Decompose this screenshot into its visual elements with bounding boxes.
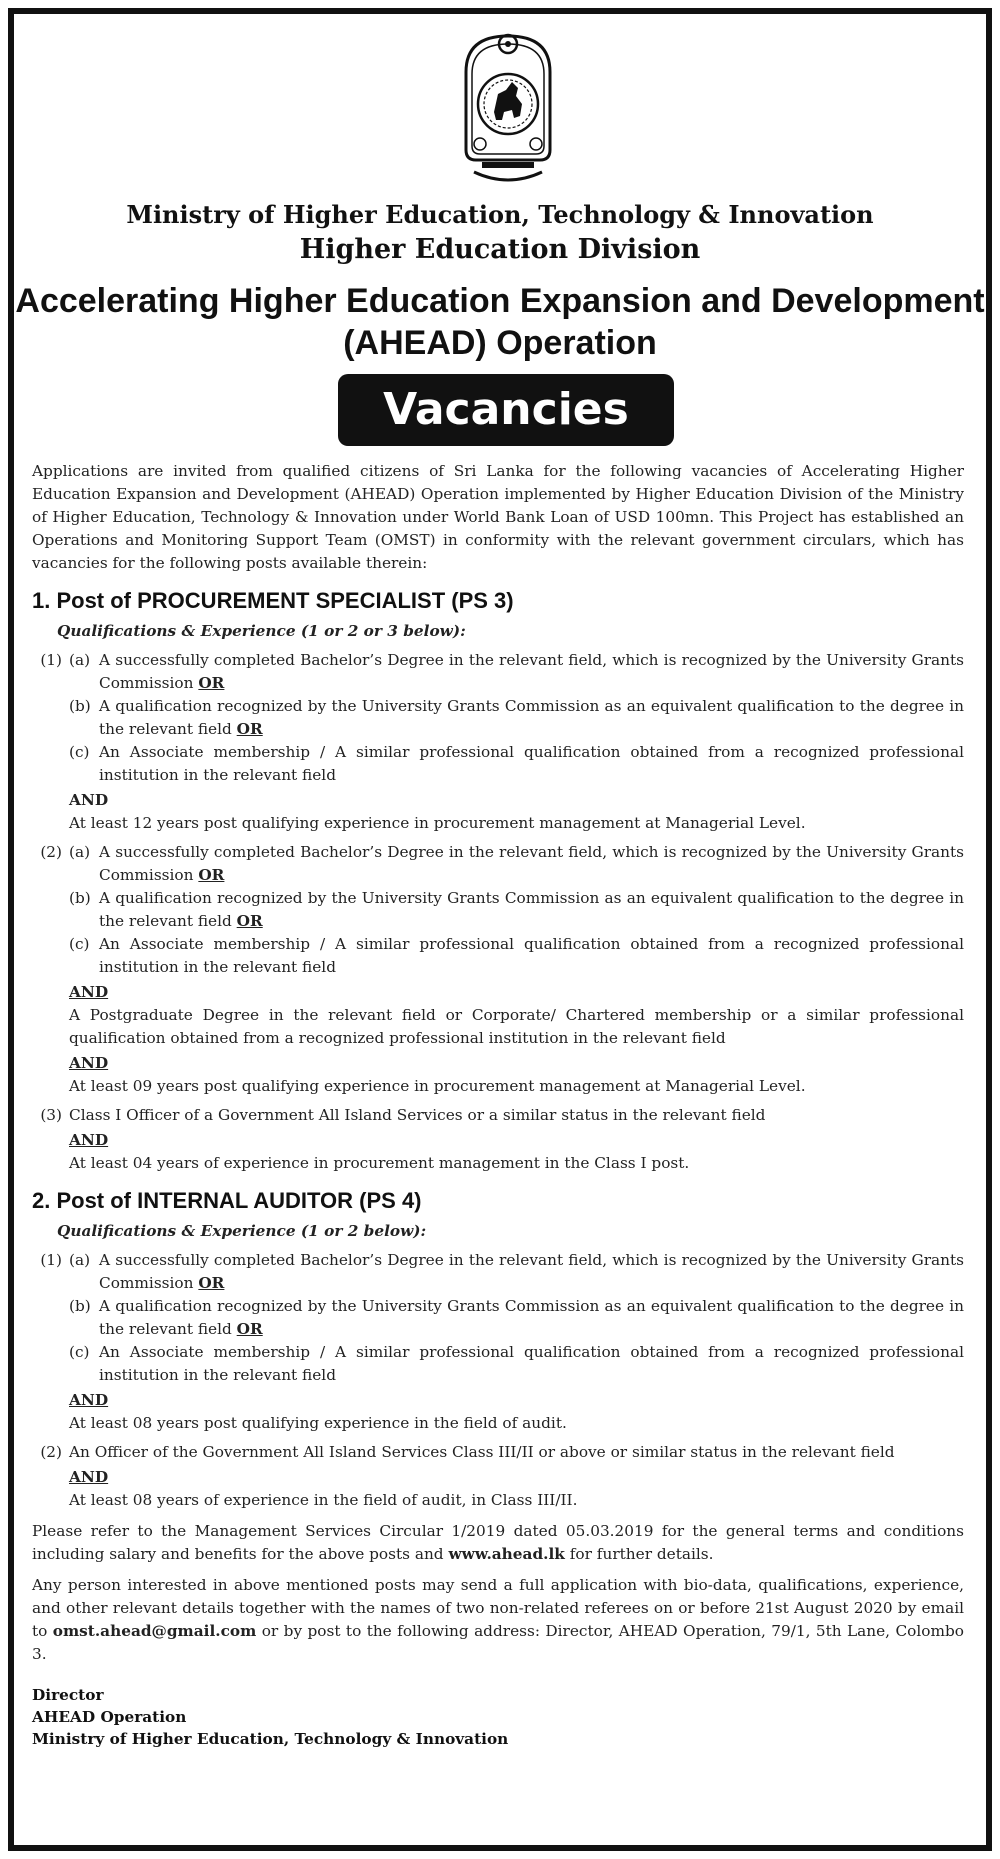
- sub-item: [69, 1249, 964, 1295]
- sub-item: [69, 933, 964, 979]
- sub-item: [69, 1341, 964, 1387]
- sub-label: (c): [69, 743, 90, 761]
- experience-requirement: At least 08 years post qualifying experience in the field of audit.: [69, 1414, 567, 1432]
- sri-lanka-emblem-icon: [456, 32, 560, 192]
- option-number: (3): [40, 1106, 62, 1124]
- experience-requirement: At least 09 years post qualifying experience in procurement management at Managerial Level.: [69, 1077, 806, 1095]
- signature-ministry: Ministry of Higher Education, Technology & Innovation: [32, 1730, 509, 1748]
- sub-text: A successfully completed Bachelor’s Degree in the relevant field, which is recognized by the University Grants Commission: [99, 1251, 964, 1292]
- ministry-name: Ministry of Higher Education, Technology & Innovation: [126, 200, 874, 229]
- sub-text: A qualification recognized by the University Grants Commission as an equivalent qualification to the degree in the relevant field: [99, 697, 964, 738]
- option-number: (1): [40, 1251, 62, 1269]
- or-connector: OR: [198, 866, 225, 884]
- sub-item: [69, 695, 964, 741]
- sub-item: [69, 887, 964, 933]
- and-connector: AND: [69, 1468, 109, 1486]
- sub-text: A qualification recognized by the University Grants Commission as an equivalent qualification to the degree in the relevant field: [99, 889, 964, 930]
- or-connector: OR: [198, 1274, 225, 1292]
- post1-qual-heading: Qualifications & Experience (1 or 2 or 3 below):: [57, 622, 466, 640]
- paragraph-text: or by post to the following address: Director, AHEAD Operation, 79/1, 5th Lane, Colombo 3.: [32, 1622, 964, 1663]
- post2-qual-heading: Qualifications & Experience (1 or 2 below):: [57, 1222, 427, 1240]
- division-name: Higher Education Division: [299, 234, 701, 265]
- sub-text: A successfully completed Bachelor’s Degree in the relevant field, which is recognized by the University Grants Commission: [99, 651, 964, 692]
- experience-requirement: At least 08 years of experience in the field of audit, in Class III/II.: [69, 1491, 578, 1509]
- vacancies-badge: Vacancies: [338, 374, 674, 446]
- sub-item: [69, 841, 964, 887]
- sub-label: (b): [69, 1297, 91, 1315]
- post1-heading: 1. Post of PROCUREMENT SPECIALIST (PS 3): [32, 588, 514, 613]
- and-connector: AND: [69, 1131, 109, 1149]
- post2-heading: 2. Post of INTERNAL AUDITOR (PS 4): [32, 1188, 422, 1213]
- paragraph-text: Please refer to the Management Services Circular 1/2019 dated 05.03.2019 for the general terms and conditions including salary and benefits for the above posts and: [32, 1522, 964, 1563]
- sub-label: (b): [69, 889, 91, 907]
- intro-paragraph: Applications are invited from qualified citizens of Sri Lanka for the following vacancies of Accelerating Higher Education Expansion and Development (AHEAD) Operation implemented by Higher Education Division of the Ministry of Higher Education, Technology & Innovation under World Bank Loan of USD 100mn. This Project has established an Operations and Monitoring Support Team (OMST) in conformity with the relevant government circulars, which has vacancies for the following posts available therein:: [32, 462, 964, 572]
- and-connector: AND: [69, 791, 109, 809]
- post2-option-2: [32, 1441, 964, 1512]
- signature-block: [32, 1684, 964, 1750]
- or-connector: OR: [236, 912, 263, 930]
- application-paragraph: [32, 1574, 964, 1666]
- option-number: (2): [40, 843, 62, 861]
- sub-text: An Associate membership / A similar professional qualification obtained from a recognized professional institution in the relevant field: [99, 1343, 964, 1384]
- sub-text: An Associate membership / A similar professional qualification obtained from a recognized professional institution in the relevant field: [99, 743, 964, 784]
- email-link[interactable]: omst.ahead@gmail.com: [52, 1622, 257, 1640]
- or-connector: OR: [236, 720, 263, 738]
- paragraph-text: Any person interested in above mentioned posts may send a full application with bio-data, qualifications, experience, and other relevant details together with the names of two non-related referees on or before 21st August 2020 by email to: [32, 1576, 964, 1640]
- title-line-1: Accelerating Higher Education Expansion and Development: [15, 282, 985, 320]
- sub-item: [69, 741, 964, 787]
- sub-text: A successfully completed Bachelor’s Degree in the relevant field, which is recognized by the University Grants Commission: [99, 843, 964, 884]
- sub-label: (c): [69, 1343, 90, 1361]
- circular-paragraph: [32, 1520, 964, 1566]
- website-link[interactable]: www.ahead.lk: [448, 1545, 565, 1563]
- post1-option-1: [32, 649, 964, 835]
- and-connector: AND: [69, 1054, 109, 1072]
- or-connector: OR: [236, 1320, 263, 1338]
- post1-option-2: [32, 841, 964, 1098]
- postgraduate-requirement: A Postgraduate Degree in the relevant field or Corporate/ Chartered membership or a similar professional qualification obtained from a recognized professional institution in the relevant field: [69, 1006, 964, 1047]
- option-number: (1): [40, 651, 62, 669]
- sub-text: An Associate membership / A similar professional qualification obtained from a recognized professional institution in the relevant field: [99, 935, 964, 976]
- experience-requirement: At least 12 years post qualifying experience in procurement management at Managerial Level.: [69, 814, 806, 832]
- post2-option-1: [32, 1249, 964, 1435]
- option-text: An Officer of the Government All Island Services Class III/II or above or similar status in the relevant field: [69, 1443, 895, 1461]
- experience-requirement: At least 04 years of experience in procurement management in the Class I post.: [69, 1154, 690, 1172]
- sub-label: (c): [69, 935, 90, 953]
- page-title: [14, 280, 986, 364]
- sub-item: [69, 649, 964, 695]
- paragraph-text: for further details.: [569, 1545, 714, 1563]
- post1-option-3: [32, 1104, 964, 1175]
- or-connector: OR: [198, 674, 225, 692]
- sub-label: (b): [69, 697, 91, 715]
- and-connector: AND: [69, 1391, 109, 1409]
- sub-label: (a): [69, 843, 91, 861]
- sub-item: [69, 1295, 964, 1341]
- signature-title: Director: [32, 1686, 104, 1704]
- option-text: Class I Officer of a Government All Island Services or a similar status in the relevant field: [69, 1106, 766, 1124]
- and-connector: AND: [69, 983, 109, 1001]
- title-line-2: (AHEAD) Operation: [343, 324, 657, 362]
- option-number: (2): [40, 1443, 62, 1461]
- body-content: [32, 460, 964, 1750]
- sub-label: (a): [69, 1251, 91, 1269]
- signature-organization: AHEAD Operation: [32, 1708, 187, 1726]
- sub-label: (a): [69, 651, 91, 669]
- advertisement-frame: [8, 8, 992, 1851]
- sub-text: A qualification recognized by the University Grants Commission as an equivalent qualification to the degree in the relevant field: [99, 1297, 964, 1338]
